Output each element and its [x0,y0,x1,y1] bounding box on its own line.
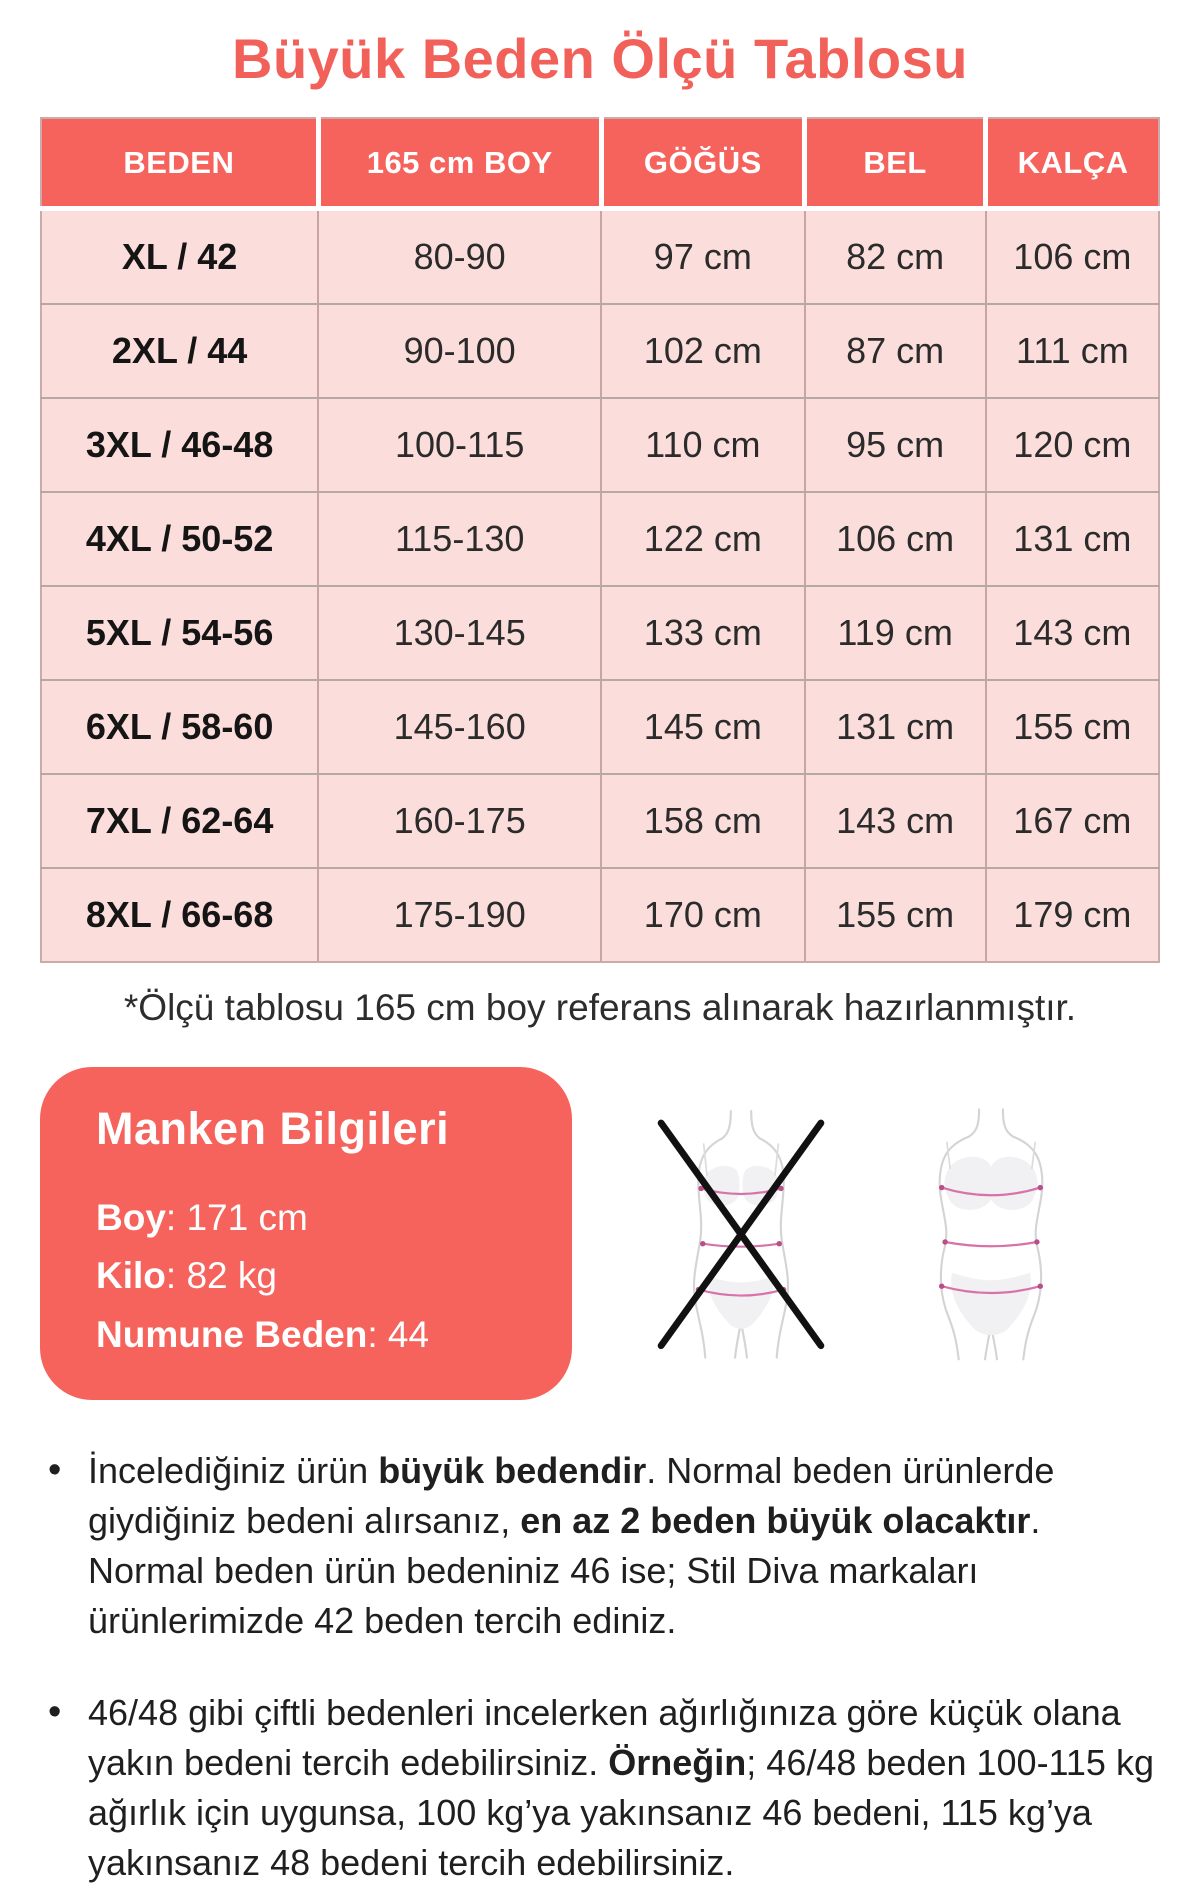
table-row [41,304,1159,398]
cell-weight-range: 145-160 [318,680,601,774]
model-info-section [40,1067,1160,1400]
note-text: 46/48 gibi çiftli bedenleri incelerken ağırlığınıza göre küçük olana yakın bedeni tercih edebilirsiniz. [88,1692,1121,1784]
cell-chest: 122 cm [601,492,804,586]
model-weight-value: : 82 kg [165,1255,277,1297]
col-header-gogus: GÖĞÜS [601,118,804,209]
crossed-slim-body-icon [656,1106,826,1361]
cell-waist: 143 cm [805,774,986,868]
cell-hip: 167 cm [986,774,1159,868]
note-text-bold: büyük bedendir [378,1450,647,1492]
model-height-value: : 171 cm [165,1197,308,1238]
cell-hip: 155 cm [986,680,1159,774]
note-item-plus-size [42,1446,1158,1646]
cell-chest: 97 cm [601,209,804,305]
cell-size-label: 6XL / 58-60 [41,680,318,774]
model-height-label: Boy [96,1197,166,1238]
page-title: Büyük Beden Ölçü Tablosu [232,27,968,90]
cell-hip: 120 cm [986,398,1159,492]
note-item-double-size [42,1688,1158,1888]
cell-waist: 87 cm [805,304,986,398]
cell-size-label: 2XL / 44 [41,304,318,398]
col-header-bel: BEL [805,118,986,209]
col-header-kalca: KALÇA [986,118,1159,209]
cell-hip: 143 cm [986,586,1159,680]
model-sample-size-label: Numune Beden [96,1313,368,1355]
sizing-notes [42,1446,1158,1888]
cell-waist: 82 cm [805,209,986,305]
table-row [41,492,1159,586]
cell-chest: 145 cm [601,680,804,774]
cell-chest: 133 cm [601,586,804,680]
note-text: İncelediğiniz ürün [88,1450,379,1492]
table-row [41,774,1159,868]
cell-weight-range: 115-130 [318,492,601,586]
size-chart-infographic [0,26,1200,1888]
cell-chest: 158 cm [601,774,804,868]
cell-chest: 170 cm [601,868,804,962]
cell-hip: 179 cm [986,868,1159,962]
cell-weight-range: 130-145 [318,586,601,680]
cell-size-label: XL / 42 [41,209,318,305]
col-header-beden: BEDEN [41,118,318,209]
table-row [41,868,1159,962]
note-text: . Normal beden ürünlerde giydiğiniz bedeni alırsanız, [88,1450,1055,1542]
cell-waist: 95 cm [805,398,986,492]
table-row [41,586,1159,680]
cell-hip: 131 cm [986,492,1159,586]
cell-waist: 155 cm [805,868,986,962]
model-weight-label: Kilo [96,1255,166,1297]
note-text-bold: en az 2 beden büyük olacaktır [520,1500,1031,1542]
table-footnote: *Ölçü tablosu 165 cm boy referans alınarak hazırlanmıştır. [123,987,1077,1028]
size-table [40,117,1160,963]
table-header-row [41,118,1159,209]
model-sample-size-value: : 44 [367,1313,430,1355]
model-weight-row [96,1247,536,1305]
cell-size-label: 8XL / 66-68 [41,868,318,962]
model-info-card [40,1067,572,1400]
cell-hip: 106 cm [986,209,1159,305]
cell-hip: 111 cm [986,304,1159,398]
cell-chest: 110 cm [601,398,804,492]
model-height-row [96,1189,536,1247]
cell-weight-range: 100-115 [318,398,601,492]
cell-waist: 119 cm [805,586,986,680]
model-info-title: Manken Bilgileri [96,1103,450,1154]
cell-size-label: 5XL / 54-56 [41,586,318,680]
table-row [41,209,1159,305]
cell-weight-range: 80-90 [318,209,601,305]
cell-size-label: 3XL / 46-48 [41,398,318,492]
note-text: ; 46/48 beden 100-115 kg ağırlık için uygunsa, 100 kg’ya yakınsanız 46 bedeni, 115 kg’ya yakınsanız 48 bedeni tercih edebilirsiniz. [88,1742,1154,1884]
model-sample-size-row [96,1306,536,1364]
cell-waist: 131 cm [805,680,986,774]
cell-weight-range: 160-175 [318,774,601,868]
cell-waist: 106 cm [805,492,986,586]
table-row [41,680,1159,774]
cell-chest: 102 cm [601,304,804,398]
body-figures [572,1106,1160,1361]
cell-weight-range: 90-100 [318,304,601,398]
cell-size-label: 4XL / 50-52 [41,492,318,586]
note-text-bold: Örneğin [608,1742,747,1784]
plus-size-body-icon [906,1106,1076,1361]
table-row [41,398,1159,492]
cell-weight-range: 175-190 [318,868,601,962]
cell-size-label: 7XL / 62-64 [41,774,318,868]
note-text: . Normal beden ürün bedeniniz 46 ise; Stil Diva markaları ürünlerimizde 42 beden tercih ediniz. [88,1500,1041,1642]
col-header-boy: 165 cm BOY [318,118,601,209]
